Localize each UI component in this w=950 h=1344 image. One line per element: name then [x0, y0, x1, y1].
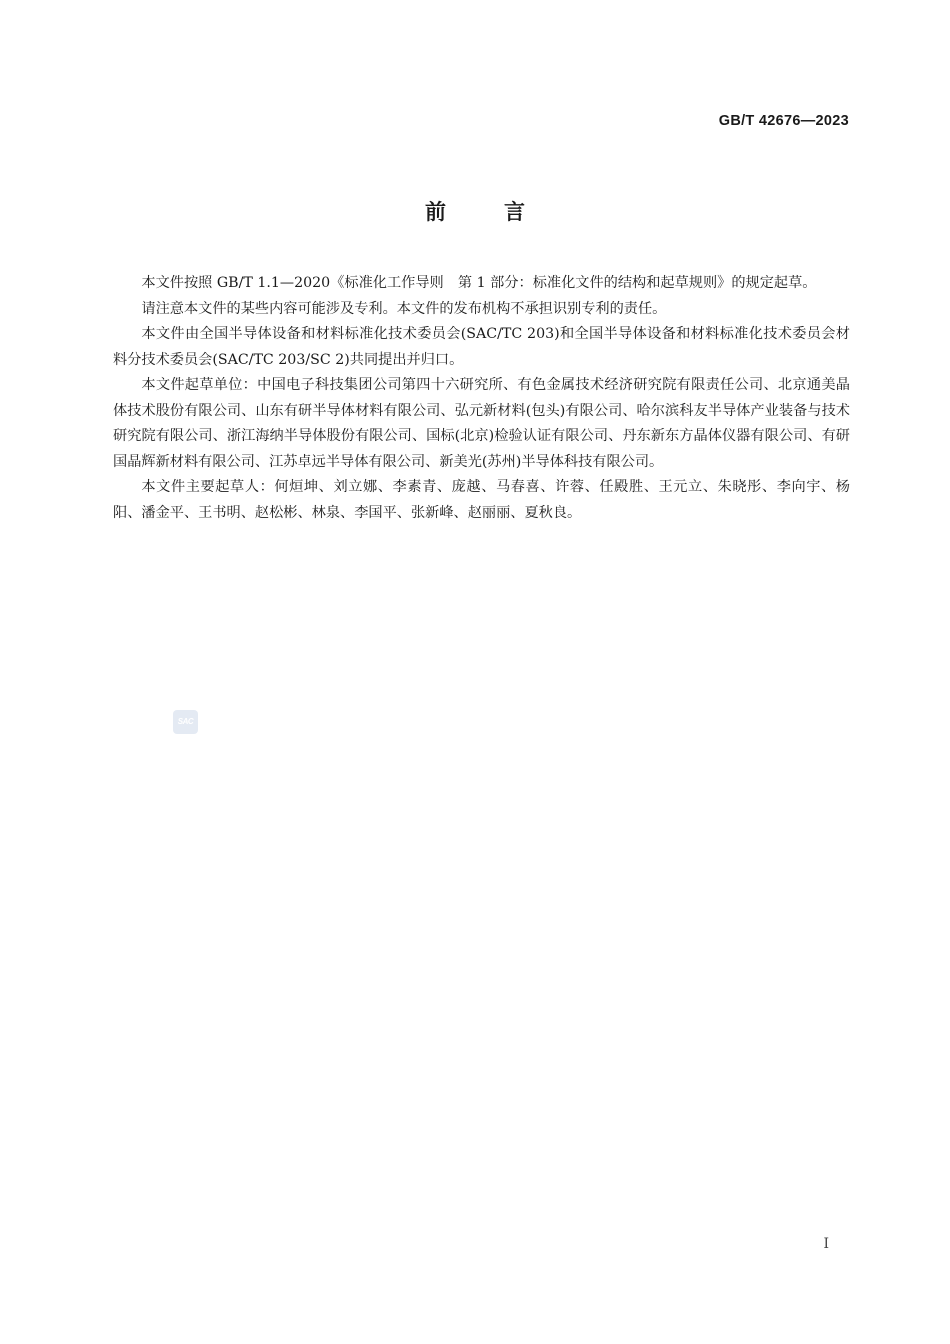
paragraph-drafting-units: 本文件起草单位：中国电子科技集团公司第四十六研究所、有色金属技术经济研究院有限责任公司、北京通美晶体技术股份有限公司、山东有研半导体材料有限公司、弘元新材料(包头)有限公司、哈尔滨科友半导体产业装备与技术研究院有限公司、浙江海纳半导体股份有限公司、国标(北京)检验认证有限公司、丹东新东方晶体仪器有限公司、有研国晶辉新材料有限公司、江苏卓远半导体有限公司、新美光(苏州)半导体科技有限公司。 [113, 377, 850, 470]
page-title: 前言 [425, 200, 583, 224]
paragraph-proposer: 本文件由全国半导体设备和材料标准化技术委员会(SAC/TC 203)和全国半导体设备和材料标准化技术委员会材料分技术委员会(SAC/TC 203/SC 2)共同提出并归口。 [113, 326, 850, 368]
foreword-body [113, 271, 850, 526]
paragraph-drafting-rules: 本文件按照 GB/T 1.1—2020《标准化工作导则 第 1 部分：标准化文件的结构和起草规则》的规定起草。 [141, 275, 817, 291]
paragraph-drafters: 本文件主要起草人：何烜坤、刘立娜、李素青、庞越、马春喜、许蓉、任殿胜、王元立、朱晓彤、李向宇、杨阳、潘金平、王书明、赵松彬、林泉、李国平、张新峰、赵丽丽、夏秋良。 [113, 479, 850, 521]
page-number: I [823, 1236, 829, 1252]
paragraph-patent-notice: 请注意本文件的某些内容可能涉及专利。本文件的发布机构不承担识别专利的责任。 [141, 300, 667, 317]
standard-number: GB/T 42676—2023 [718, 113, 849, 129]
sac-watermark-logo: SAC [173, 710, 198, 734]
